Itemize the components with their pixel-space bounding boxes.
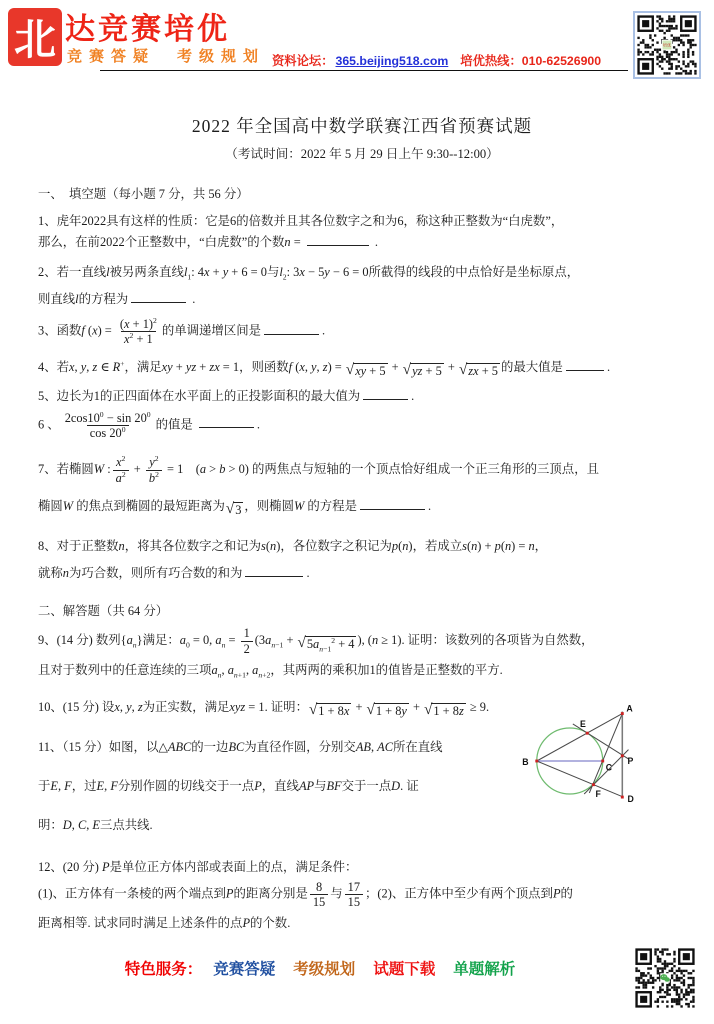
brand-name: 达竞赛培优 [65, 13, 230, 46]
svg-text:P: P [627, 756, 634, 767]
page-title: 2022 年全国高中数学联赛江西省预赛试题 [191, 116, 533, 136]
forum-link[interactable]: 365.beijing518.com [335, 54, 449, 68]
question-8: 8、对于正整数n，将其各位数字之和记为s(n)，各位数字之积记为p(n)，若成立s(n) + p(n) = n， 就称n为巧合数，则所有巧合数的和为 . [38, 539, 548, 581]
question-6: 6 、 $\frac{2\cos 10^0 - \sin 20^0}{\cos 20^0}$ 的值是 . [38, 409, 261, 440]
svg-text:A: A [626, 703, 633, 714]
footer-service-item: 单题解析 [453, 961, 516, 978]
question-11: 11、（15 分）如图，以△ABC的一边BC为直径作圆，分别交AB, AC所在直线 于E, F，过E, F分别作圆的切线交于一点P，直线AP与BF交于一点D. 证 明：D, C, E三点共线. [38, 739, 443, 832]
svg-text:培优: 培优 [662, 42, 672, 48]
svg-text:F: F [595, 789, 601, 800]
forum-label: 资料论坛： [272, 54, 334, 68]
svg-text:B: B [522, 757, 529, 768]
question-12: 12、(20 分) P是单位正方体内部或表面上的点，满足条件： (1)、正方体有一条棱的两个端点到P的距离分别是 $\frac{8}{15}$ 与 $\frac{17}{15}$ ；(2)、正方体中至少有两个顶点到P的 距离相等. 试求同时满足上述条件的点P的个数. [38, 859, 573, 930]
question-10: 10、(15 分) 设x, y, z为正实数，满足xyz = 1. 证明： √ 1 + 8x + √ 1 + 8y + √ 1 + 8z ≥ 9. [38, 699, 490, 719]
svg-text:E: E [580, 718, 586, 729]
svg-text:C: C [605, 762, 613, 773]
question-9: 9、(14 分) 数列$\{a_n\}$满足：$a_0 = 0$, $a_n$ = $\frac{1}{2}$ ($3a_{n-1}$ + √ $5a_{n-1}^2 + 4$ ), (n ≥ 1). 证明：该数列的各项皆为自然数， 且对于数列中的任意连续的三项$a_n$, $a_{n+1}$, $a_{n+2}$，其两两的乘积加1的值皆是正整数的平方. [38, 626, 594, 680]
question-4: 4、若x, y, z ∈ R+，满足xy + yz + zx = 1，则函数f (x, y, z) = √ xy + 5 + √ yz + 5 + √ zx + 5 的最大值是 . [38, 358, 611, 378]
seal-character: 北 [13, 16, 56, 63]
hotline-label: 培优热线： [460, 54, 522, 68]
footer-services-label: 特色服务： [124, 961, 203, 978]
question-3: 3、函数f (x) = $\frac{(x + 1)^2}{x^2 + 1}$ 的单调递增区间是 . [38, 315, 326, 347]
qr-code-bottom [633, 946, 697, 1010]
footer-service-item: 考级规划 [293, 961, 356, 978]
footer-services [0, 957, 640, 979]
section-heading-answer: 二、解答题（共 64 分） [38, 604, 169, 619]
footer-service-item: 竞赛答疑 [213, 961, 276, 978]
section-heading-fill-in: 一、 填空题（每小题 7 分，共 56 分） [38, 187, 249, 201]
exam-time-subtitle: （考试时间：2022 年 5 月 29 日上午 9:30--12:00） [225, 147, 499, 161]
question-2: 2、若一直线l被另两条直线$l_1$: 4x + y + 6 = 0与$l_2$: 3x − 5y − 6 = 0所截得的线段的中点恰好是坐标原点， 则直线l的方程为 . [38, 265, 580, 306]
geometry-figure [514, 694, 710, 828]
hotline-number: 010-62526900 [521, 54, 602, 68]
question-5: 5、边长为1的正四面体在水平面上的正投影面积的最大值为 . [38, 388, 415, 403]
brand-tagline: 竞赛答疑 考级规划 [67, 48, 266, 65]
question-1: 1、虎年2022具有这样的性质：它是6的倍数并且其各位数字之和为6，称这种正整数为“白虎数”， 那么，在前2022个正整数中，“白虎数”的个数n = . [38, 214, 564, 249]
svg-text:D: D [627, 794, 634, 805]
question-7: 7、若椭圆W : $\frac{x^2}{a^2}$ + $\frac{y^2}{b^2}$ = 1 (a > b > 0) 的两焦点与短轴的一个顶点恰好组成一个正三角形的三顶点，且 椭圆W 的焦点到椭圆的最短距离为 √ 3 ，则椭圆W 的方程是 . [38, 454, 599, 518]
footer-service-item: 试题下载 [373, 961, 436, 978]
